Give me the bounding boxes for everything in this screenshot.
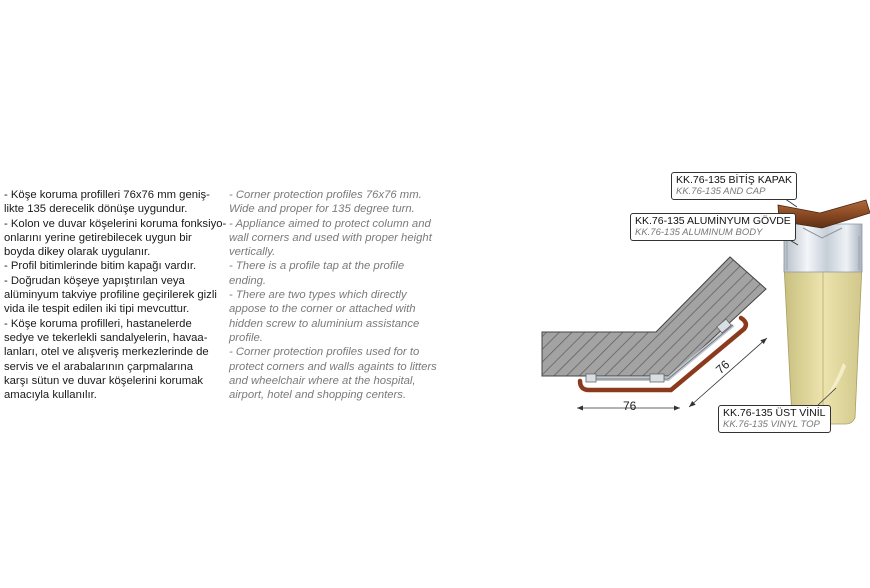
english-text-line: Wide and proper for 135 degree turn. xyxy=(229,203,415,216)
english-text-line: - Appliance aimed to protect column and xyxy=(229,217,431,230)
turkish-text-line: boyda dikey olarak uygulanır. xyxy=(4,246,151,259)
english-text-line: vertically. xyxy=(229,246,276,259)
vinyl-label xyxy=(718,405,831,433)
turkish-text-line: - Doğrudan köşeye yapıştırılan veya xyxy=(4,274,185,287)
cap-label-title: KK.76-135 BİTİŞ KAPAK xyxy=(676,174,792,186)
turkish-text-line: alüminyum takviye profiline geçirilerek gizli xyxy=(4,289,217,302)
body-label-title: KK.76-135 ALUMİNYUM GÖVDE xyxy=(635,215,791,227)
english-text-line: - Corner protection profiles used for to xyxy=(229,346,420,359)
turkish-text-line: karşı sütun ve duvar köşelerini korumak xyxy=(4,374,204,387)
english-text-line: wall corners and used with proper height xyxy=(229,231,432,244)
dimension-diagonal: 76 xyxy=(713,357,733,377)
english-text-line: appose to the corner or attached with xyxy=(229,303,416,316)
english-text-line: - There is a profile tap at the profile xyxy=(229,260,405,273)
vinyl-label-subtitle: KK.76-135 VINYL TOP xyxy=(723,419,820,430)
english-text-line: hidden screw to aluminium assistance xyxy=(229,317,420,330)
body-label xyxy=(630,213,796,241)
english-text-line: protect corners and walls againts to litters xyxy=(229,360,437,373)
turkish-text-line: - Köşe koruma profilleri 76x76 mm geniş- xyxy=(4,189,210,201)
english-text-line: and wheelchair where at the hospital, xyxy=(229,374,416,387)
turkish-text-line: - Köşe koruma profilleri, hastanelerde xyxy=(4,317,192,330)
body-label-subtitle: KK.76-135 ALUMINUM BODY xyxy=(635,227,763,238)
english-text-line: airport, hotel and shopping centers. xyxy=(229,389,407,402)
turkish-text-line: - Profil bitimlerinde bitim kapağı vardır. xyxy=(4,260,197,273)
wall-section xyxy=(542,257,766,376)
cap-label-subtitle: KK.76-135 AND CAP xyxy=(676,186,766,197)
dimension-horizontal: 76 xyxy=(623,399,637,413)
turkish-text-line: lanları, otel ve alışveriş merkezlerinde de xyxy=(4,346,209,359)
vinyl-label-title: KK.76-135 ÜST VİNİL xyxy=(723,407,826,419)
english-text-line: ending. xyxy=(229,274,267,287)
turkish-text-line: - Kolon ve duvar köşelerini koruma fonksiyo- xyxy=(4,217,227,230)
turkish-text-line: vida ile tespit edilen iki tipi mevcuttur. xyxy=(4,303,190,316)
turkish-text-line: likte 135 derecelik dönüşe uygundur. xyxy=(4,203,188,216)
english-text-line: - Corner protection profiles 76x76 mm. xyxy=(229,189,422,201)
english-text-line: profile. xyxy=(229,331,263,344)
english-text-line: - There are two types which directly xyxy=(229,289,407,302)
turkish-text-line: onlarını yerine getirebilecek uygun bir xyxy=(4,231,192,244)
turkish-text-line: amacıyla kullanılır. xyxy=(4,389,97,402)
cap-label xyxy=(671,172,797,200)
turkish-text-line: sedye ve tekerlekli sandalyelerin, havaa- xyxy=(4,331,208,344)
turkish-text-line: servis ve el arabalarının çarpmalarına xyxy=(4,360,193,373)
